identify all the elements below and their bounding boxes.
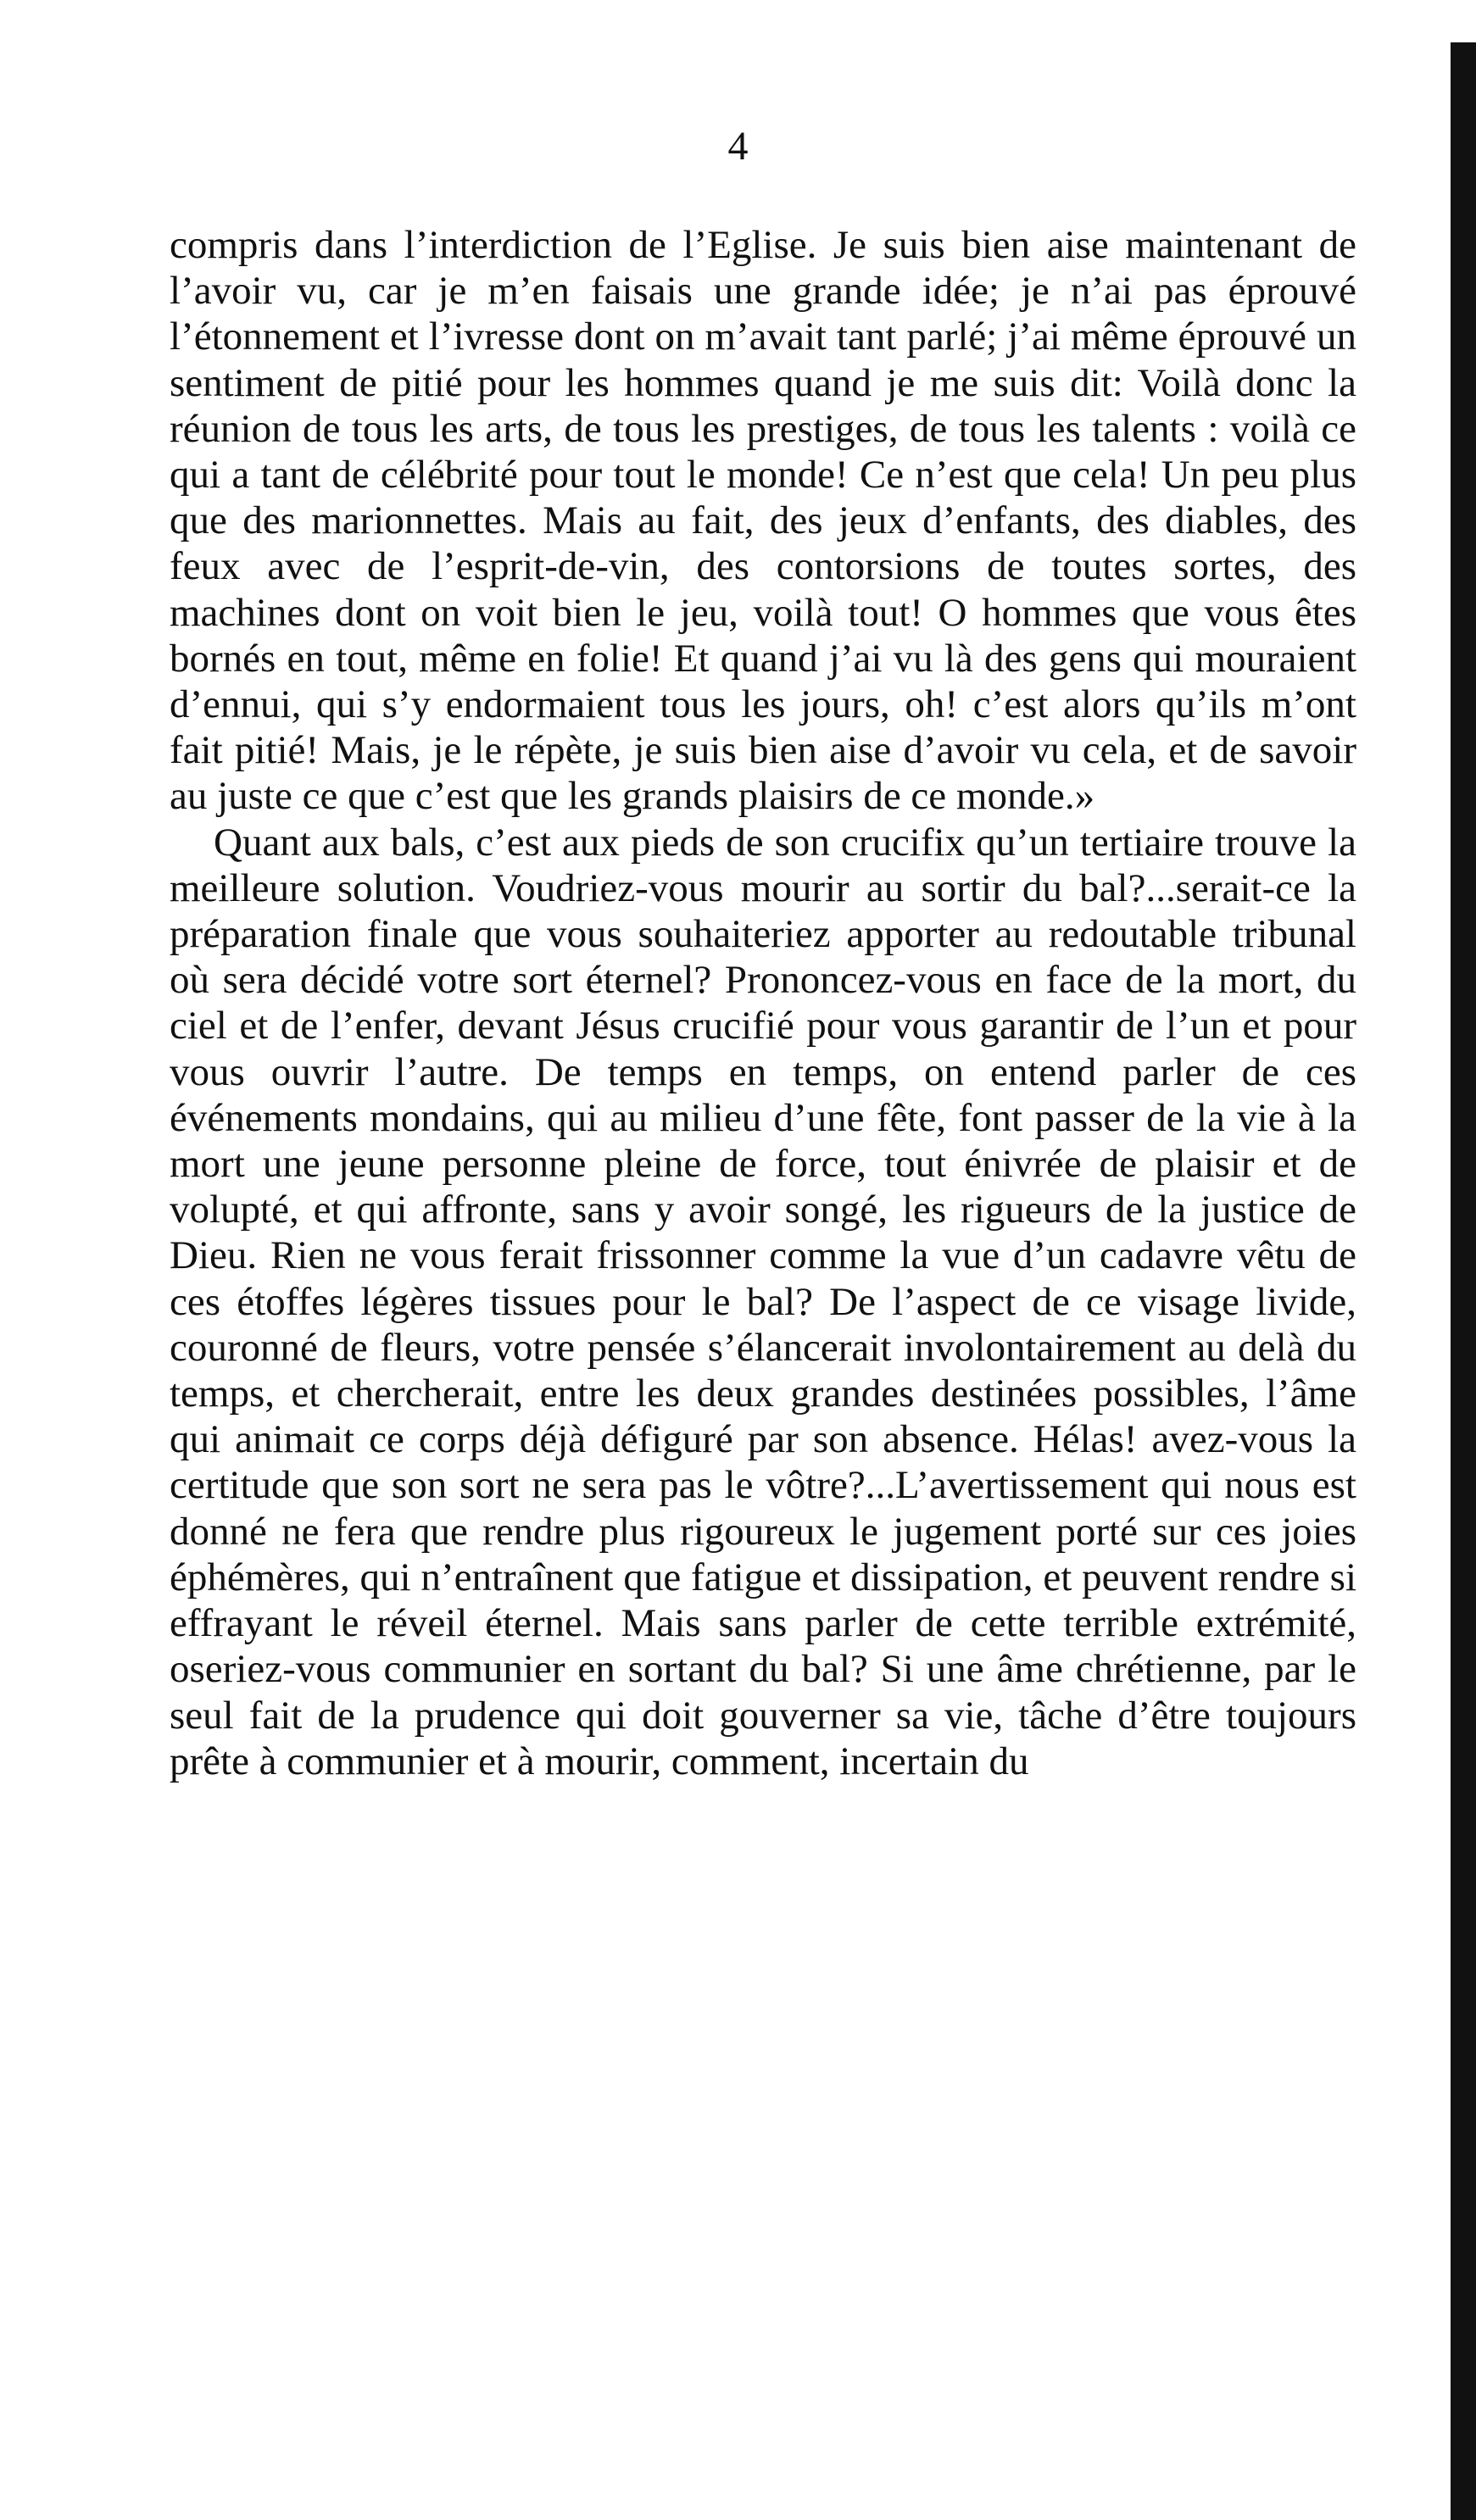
page-number: 4: [727, 124, 749, 169]
paragraph-continued: compris dans l’interdiction de l’Eglise. Je suis bien aise maintenant de l’avoir vu, car je m’en faisais une grande idée; je n’ai pas éprouvé l’étonnement et l’ivresse dont on m’avait tant parlé; j’ai même éprouvé un sentiment de pitié pour les hommes quand je me suis dit: Voilà donc la réunion de tous les arts, de tous les prestiges, de tous les talents : voilà ce qui a tant de célébrité pour tout le monde! Ce n’est que cela! Un peu plus que des marionnettes. Mais au fait, des jeux d’enfants, des diables, des feux avec de l’esprit-de-vin, des contorsions de toutes sortes, des machines dont on voit bien le jeu, voilà tout! O hommes que vous êtes bornés en tout, même en folie! Et quand j’ai vu là des gens qui mouraient d’ennui, qui s’y endormaient tous les jours, oh! c’est alors qu’ils m’ont fait pitié! Mais, je le répète, je suis bien aise d’avoir vu cela, et de savoir au juste ce que c’est que les grands plaisirs de ce monde.»: [170, 223, 1356, 819]
scan-edge-shadow: [1451, 42, 1476, 2520]
paragraph-bals: Quant aux bals, c’est aux pieds de son crucifix qu’un tertiaire trouve la meilleure solution. Voudriez-vous mourir au sortir du bal?...serait-ce la préparation finale que vous souhaiteriez apporter au redoutable tribunal où sera décidé votre sort éternel? Prononcez-vous en face de la mort, du ciel et de l’enfer, devant Jésus crucifié pour vous garantir de l’un et pour vous ouvrir l’autre. De temps en temps, on entend parler de ces événements mondains, qui au milieu d’une fête, font passer de la vie à la mort une jeune personne pleine de force, tout énivrée de plaisir et de volupté, et qui affronte, sans y avoir songé, les rigueurs de la justice de Dieu. Rien ne vous ferait frissonner comme la vue d’un cadavre vêtu de ces étoffes légères tissues pour le bal? De l’aspect de ce visage livide, couronné de fleurs, votre pensée s’élancerait involontairement au delà du temps, et chercherait, entre les deux grandes destinées possibles, l’âme qui animait ce corps déjà défiguré par son absence. Hélas! avez-vous la certitude que son sort ne sera pas le vôtre?...L’avertissement qui nous est donné ne fera que rendre plus rigoureux le jugement porté sur ces joies éphémères, qui n’entraînent que fatigue et dissipation, et peuvent rendre si effrayant le réveil éternel. Mais sans parler de cette terrible extrémité, oseriez-vous communier en sortant du bal? Si une âme chrétienne, par le seul fait de la prudence qui doit gouverner sa vie, tâche d’être toujours prête à communier et à mourir, comment, incertain du: [170, 820, 1356, 1783]
body-text: [170, 222, 1356, 1784]
